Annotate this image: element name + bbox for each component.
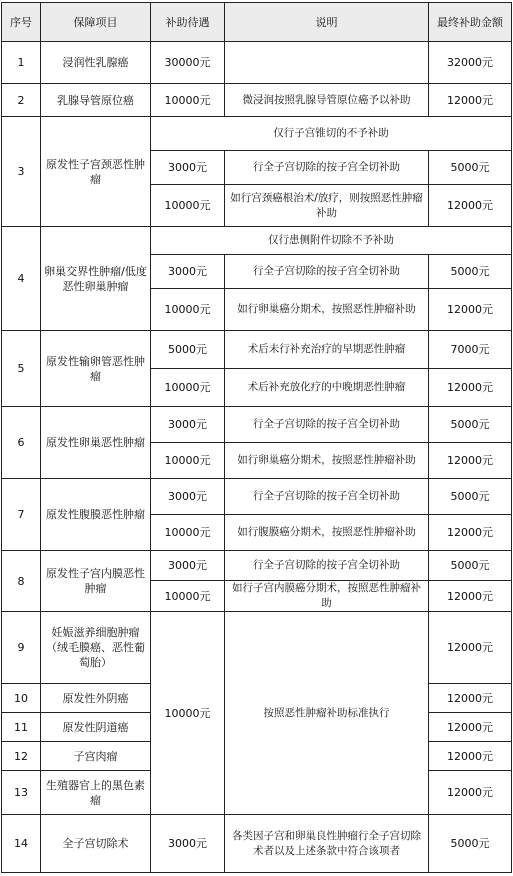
row-final: 12000元 [429,684,512,713]
row-item: 浸润性乳腺癌 [41,42,151,84]
table-row [2,612,512,684]
row-subsidy: 30000元 [151,42,225,84]
row-no: 12 [2,742,41,771]
row-subsidy: 10000元 [151,84,225,117]
row-item: 原发性输卵管恶性肿瘤 [41,331,151,407]
row-subsidy: 3000元 [151,815,225,873]
row-subsidy: 10000元 [151,515,225,551]
row-item: 生殖器官上的黑色素瘤 [41,771,151,815]
row-item: 原发性子宫颈恶性肿瘤 [41,117,151,227]
table-row [2,331,512,369]
header-final: 最终补助金额 [429,3,512,42]
row-final: 12000元 [429,742,512,771]
row-subsidy: 10000元 [151,185,225,227]
row-item: 乳腺导管原位癌 [41,84,151,117]
row-no: 10 [2,684,41,713]
row-head-note: 仅行患侧附件切除不予补助 [151,227,512,255]
row-no: 3 [2,117,41,227]
table-row [2,479,512,515]
table-row [2,117,512,151]
row-item: 原发性子宫内膜恶性肿瘤 [41,551,151,612]
table-row [2,815,512,873]
row-final: 12000元 [429,771,512,815]
row-final: 12000元 [429,612,512,684]
row-final: 5000元 [429,551,512,581]
row-note: 如行子宫内膜癌分期术，按照恶性肿瘤补助 [225,581,429,612]
row-final: 7000元 [429,331,512,369]
row-final: 5000元 [429,151,512,185]
header-note: 说明 [225,3,429,42]
row-subsidy: 3000元 [151,407,225,443]
row-no: 14 [2,815,41,873]
row-no: 7 [2,479,41,551]
header-item: 保障项目 [41,3,151,42]
row-final: 12000元 [429,515,512,551]
row-subsidy: 10000元 [151,369,225,407]
row-subsidy: 3000元 [151,255,225,289]
coverage-table [1,2,512,873]
row-no: 11 [2,713,41,742]
row-final: 12000元 [429,185,512,227]
row-subsidy: 10000元 [151,443,225,479]
row-head-note: 仅行子宫锥切的不予补助 [151,117,512,151]
group-note: 按照恶性肿瘤补助标准执行 [225,612,429,815]
row-note: 术后补充放化疗的中晚期恶性肿瘤 [225,369,429,407]
row-final: 12000元 [429,443,512,479]
row-final: 5000元 [429,815,512,873]
row-note: 行全子宫切除的按子宫全切补助 [225,151,429,185]
row-item: 全子宫切除术 [41,815,151,873]
row-subsidy: 3000元 [151,479,225,515]
row-no: 9 [2,612,41,684]
row-no: 4 [2,227,41,331]
row-final: 12000元 [429,84,512,117]
row-no: 1 [2,42,41,84]
row-item: 原发性卵巢恶性肿瘤 [41,407,151,479]
row-note: 如行腹膜癌分期术，按照恶性肿瘤补助 [225,515,429,551]
row-final: 12000元 [429,369,512,407]
table-row [2,407,512,443]
header-no: 序号 [2,3,41,42]
row-note: 行全子宫切除的按子宫全切补助 [225,255,429,289]
table-row [2,227,512,255]
table-row [2,42,512,84]
row-item: 原发性腹膜恶性肿瘤 [41,479,151,551]
row-final: 12000元 [429,289,512,331]
row-final: 12000元 [429,581,512,612]
header-subsidy: 补助待遇 [151,3,225,42]
row-final: 5000元 [429,255,512,289]
row-item: 原发性外阴癌 [41,684,151,713]
row-final: 32000元 [429,42,512,84]
row-subsidy: 5000元 [151,331,225,369]
row-note: 术后未行补充治疗的早期恶性肿瘤 [225,331,429,369]
row-final: 5000元 [429,407,512,443]
row-note: 微浸润按照乳腺导管原位癌予以补助 [225,84,429,117]
table-row [2,84,512,117]
row-note: 行全子宫切除的按子宫全切补助 [225,479,429,515]
row-note: 行全子宫切除的按子宫全切补助 [225,407,429,443]
row-no: 5 [2,331,41,407]
row-no: 13 [2,771,41,815]
table-row [2,551,512,581]
row-item: 原发性阴道癌 [41,713,151,742]
group-subsidy: 10000元 [151,612,225,815]
row-note: 行全子宫切除的按子宫全切补助 [225,551,429,581]
row-note: 如行宫颈癌根治术/放疗，则按照恶性肿瘤补助 [225,185,429,227]
row-final: 5000元 [429,479,512,515]
row-note: 各类因子宫和卵巢良性肿瘤行全子宫切除术者以及上述条款中符合该项者 [225,815,429,873]
row-subsidy: 3000元 [151,551,225,581]
row-subsidy: 10000元 [151,581,225,612]
row-item: 妊娠滋养细胞肿瘤（绒毛膜癌、恶性葡萄胎） [41,612,151,684]
row-no: 6 [2,407,41,479]
row-final: 12000元 [429,713,512,742]
row-subsidy: 10000元 [151,289,225,331]
row-note: 如行卵巢癌分期术，按照恶性肿瘤补助 [225,289,429,331]
row-no: 8 [2,551,41,612]
row-item: 子宫肉瘤 [41,742,151,771]
row-note [225,42,429,84]
row-item: 卵巢交界性肿瘤/低度恶性卵巢肿瘤 [41,227,151,331]
row-no: 2 [2,84,41,117]
row-subsidy: 3000元 [151,151,225,185]
row-note: 如行卵巢癌分期术，按照恶性肿瘤补助 [225,443,429,479]
header-row [2,3,512,42]
